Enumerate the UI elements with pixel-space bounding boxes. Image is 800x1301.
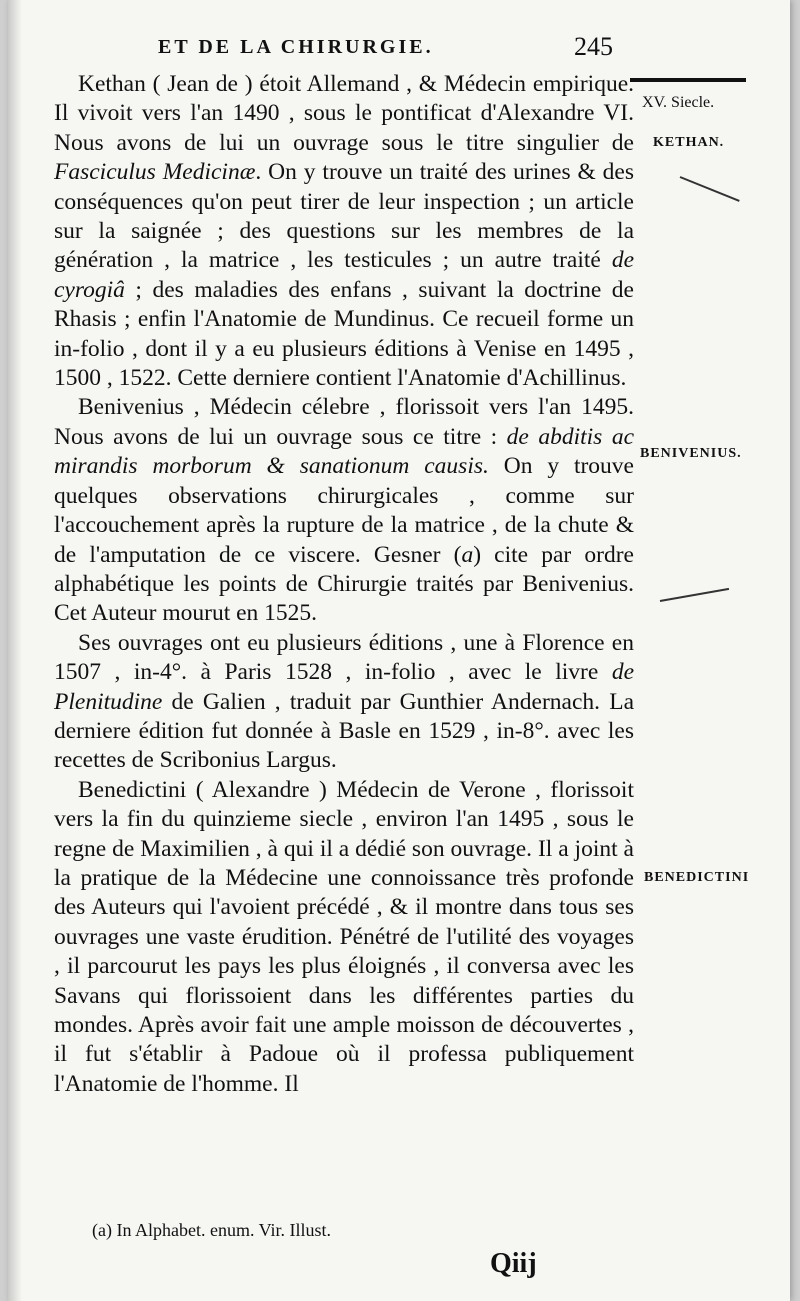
margin-note-century: XV. Siecle. [642,94,715,111]
body-text [54,70,634,1099]
italic-title: de cyrogiâ [54,247,634,303]
margin-note-benedictini: BENEDICTINI [644,870,750,885]
text-run: Benivenius , Médecin célebre , florissoit vers l'an 1495. Nous avons de lui un ouvrage sous ce titre : [54,394,634,450]
margin-rule [630,78,746,82]
paragraph-benivenius [54,393,634,628]
page-number: 245 [574,32,613,61]
text-run: Kethan ( Jean de ) étoit Allemand , & Médecin empirique. Il vivoit vers l'an 1490 , sous le pontificat d'Alexandre VI. Nous avons de lui un ouvrage sous le titre singulier de [54,71,634,156]
text-run: de Galien , traduit par Gunthier Andernach. La derniere édition fut donnée à Basle en 1529 , in-8°. avec les recettes de Scribonius Largus. [54,688,634,774]
text-run: ) cite par ordre alphabétique les points de Chirurgie traités par Benivenius. Cet Auteur mourut en 1525. [54,541,634,627]
text-run: . On y trouve un traité des urines & des conséquences qu'on peut tirer de leur inspection ; un article sur la saignée ; des questions sur les membres de la génération , la matrice , les testicules ; un autre traité [54,159,635,274]
italic-title: Fasciculus Medicinæ [54,159,256,186]
text-run: Benedictini ( Alexandre ) Médecin de Verone , florissoit vers la fin du quinzieme siecle , environ l'an 1495 , sous le regne de Maximilien , à qui il a dédié son ouvrage. Il a joint à la pratique de la Médecine une connoissance très profonde des Auteurs qui l'avoient précédé , & il montre dans tous ses ouvrages une vaste érudition. Pénétré de l'utilité des voyages , il parcourut les pays les plus éloignés , il conversa avec les Savans qui florissoient dans les différentes parties du mondes. Après avoir fait une ample moisson de découvertes , il fut s'établir à Padoue où il professa publiquement l'Anatomie de l'homme. Il [54,776,634,1097]
paragraph-benedictini [54,776,634,1099]
text-run: On y trouve quelques observations chirurgicales , comme sur l'accouchement après la rupture de la matrice , de la chute & de l'amputation de ce viscere. Gesner ( [54,453,634,568]
book-page [8,0,790,1301]
signature-mark: Qiij [490,1248,537,1279]
text-run: Ses ouvrages ont eu plusieurs éditions , une à Florence en 1507 , in-4°. à Paris 1528 , in-folio , avec le livre [54,629,634,686]
paragraph-editions [54,629,634,776]
page-header [8,24,790,64]
pen-mark [660,588,729,602]
text-run: ; des maladies des enfans , suivant la doctrine de Rhasis ; enfin l'Anatomie de Mundinus. Ce recueil forme un in-folio , dont il y a eu plusieurs éditions à Venise en 1495 , 1500 , 1522. Cette derniere contient l'Anatomie d'Achillinus. [54,276,634,392]
margin-note-kethan: KETHAN. [653,135,725,150]
margin-note-benivenius: BENIVENIUS. [640,446,742,461]
italic-title: de abditis ac mirandis morborum & sanationum causis. [54,423,635,480]
italic-title: de Plenitudine [54,659,634,715]
footnote-ref: a [461,541,474,568]
paragraph-kethan [54,70,634,393]
pen-mark [680,176,740,202]
footnote: (a) In Alphabet. enum. Vir. Illust. [92,1220,332,1240]
running-title: ET DE LA CHIRURGIE. [158,36,434,58]
